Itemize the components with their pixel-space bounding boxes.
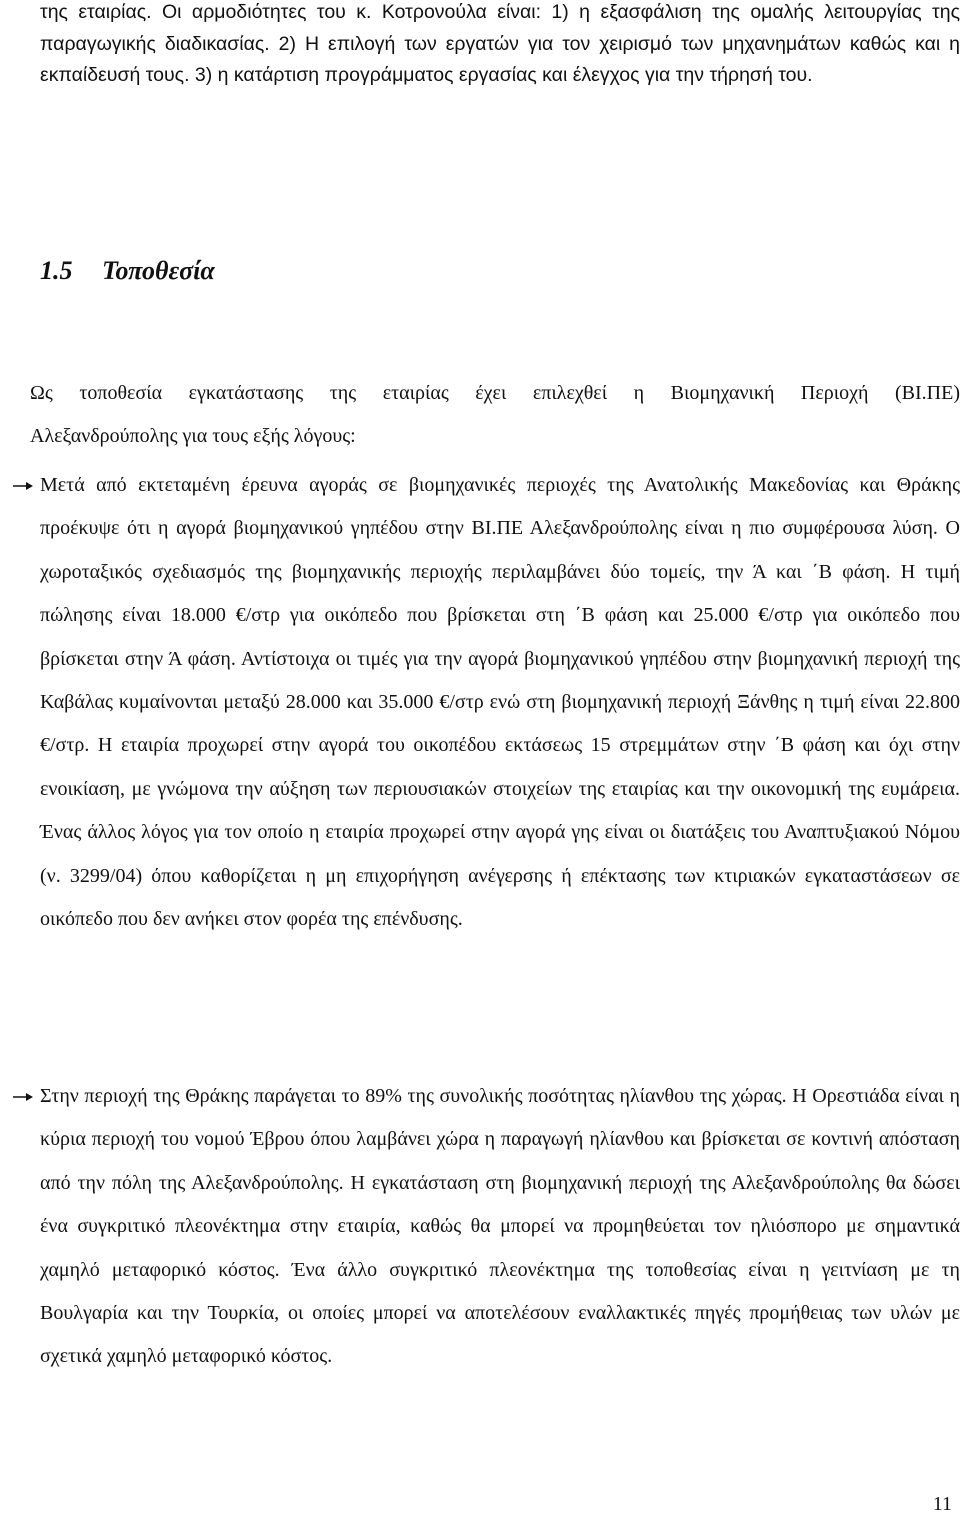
lead-line-1: Ως τοποθεσία εγκατάστασης της εταιρίας έχει επιλεχθεί η Βιομηχανική Περιοχή (ΒΙ.ΠΕ) [30, 382, 960, 404]
lead-line-2: Αλεξανδρούπολης για τους εξής λόγους: [30, 425, 356, 448]
arrow-right-icon [12, 1075, 40, 1379]
lead-paragraph [30, 372, 960, 459]
arrow-right-icon [12, 464, 40, 941]
bullet-item [12, 1075, 960, 1379]
bullet-text: Στην περιοχή της Θράκης παράγεται το 89% της συνολικής ποσότητας ηλίανθου της χώρας. Η Ορεστιάδα είναι η κύρια περιοχή του νομού Έβρου όπου λαμβάνει χώρα η παραγωγή ηλίανθου και βρίσκεται σε κοντινή απόσταση από την πόλη της Αλεξανδρούπολης. Η εγκατάσταση στη βιομηχανική περιοχή της Αλεξανδρούπολης θα δώσει ένα συγκριτικό πλεονέκτημα στην εταιρία, καθώς θα μπορεί να προμηθεύεται τον ηλιόσπορο με σημαντικά χαμηλό μεταφορικό κόστος. Ένα άλλο συγκριτικό πλεονέκτημα της τοποθεσίας είναι η γειτνίαση με τη Βουλγαρία και την Τουρκία, οι οποίες μπορεί να αποτελέσουν εναλλακτικές πηγές προμήθειας των υλών με σχετικά χαμηλό μεταφορικό κόστος. [40, 1085, 960, 1368]
bullet-item [12, 464, 960, 941]
intro-paragraph: της εταιρίας. Οι αρμοδιότητες του κ. Κοτρονούλα είναι: 1) η εξασφάλιση της ομαλής λειτουργίας της παραγωγικής διαδικασίας. 2) Η επιλογή των εργατών για τον χειρισμό των μηχανημάτων καθώς και η εκπαίδευσή τους. 3) η κατάρτιση προγράμματος εργασίας και έλεγχος για την τήρησή του. [40, 1, 960, 86]
section-number: 1.5 [40, 256, 73, 285]
section-title: Τοποθεσία [102, 256, 215, 285]
section-heading [40, 256, 215, 286]
bullet-text: Μετά από εκτεταμένη έρευνα αγοράς σε βιομηχανικές περιοχές της Ανατολικής Μακεδονίας και Θράκης προέκυψε ότι η αγορά βιομηχανικού γηπέδου στην ΒΙ.ΠΕ Αλεξανδρούπολης είναι η πιο συμφέρουσα λύση. Ο χωροταξικός σχεδιασμός της βιομηχανικής περιοχής περιλαμβάνει δύο τομείς, την Ά και ΄Β φάση. Η τιμή πώλησης είναι 18.000 €/στρ για οικόπεδο που βρίσκεται στη ΄Β φάση και 25.000 €/στρ για οικόπεδο που βρίσκεται στην Ά φάση. Αντίστοιχα οι τιμές για την αγορά βιομηχανικού γηπέδου στην βιομηχανική περιοχή της Καβάλας κυμαίνονται μεταξύ 28.000 και 35.000 €/στρ ενώ στη βιομηχανική περιοχή Ξάνθης η τιμή είναι 22.800 €/στρ. Η εταιρία προχωρεί στην αγορά του οικοπέδου εκτάσεως 15 στρεμμάτων στην ΄Β φάση και όχι στην ενοικίαση, με γνώμονα την αύξηση των περιουσιακών στοιχείων της εταιρίας και την οικονομική της ευμάρεια. Ένας άλλος λόγος για τον οποίο η εταιρία προχωρεί στην αγορά γης είναι οι διατάξεις του Αναπτυξιακού Νόμου (ν. 3299/04) όπου καθορίζεται η μη επιχορήγηση ανέγερσης ή επέκτασης των κτιριακών εγκαταστάσεων σε οικόπεδο που δεν ανήκει στον φορέα της επένδυσης. [40, 474, 960, 931]
page-number: 11 [932, 1493, 952, 1515]
